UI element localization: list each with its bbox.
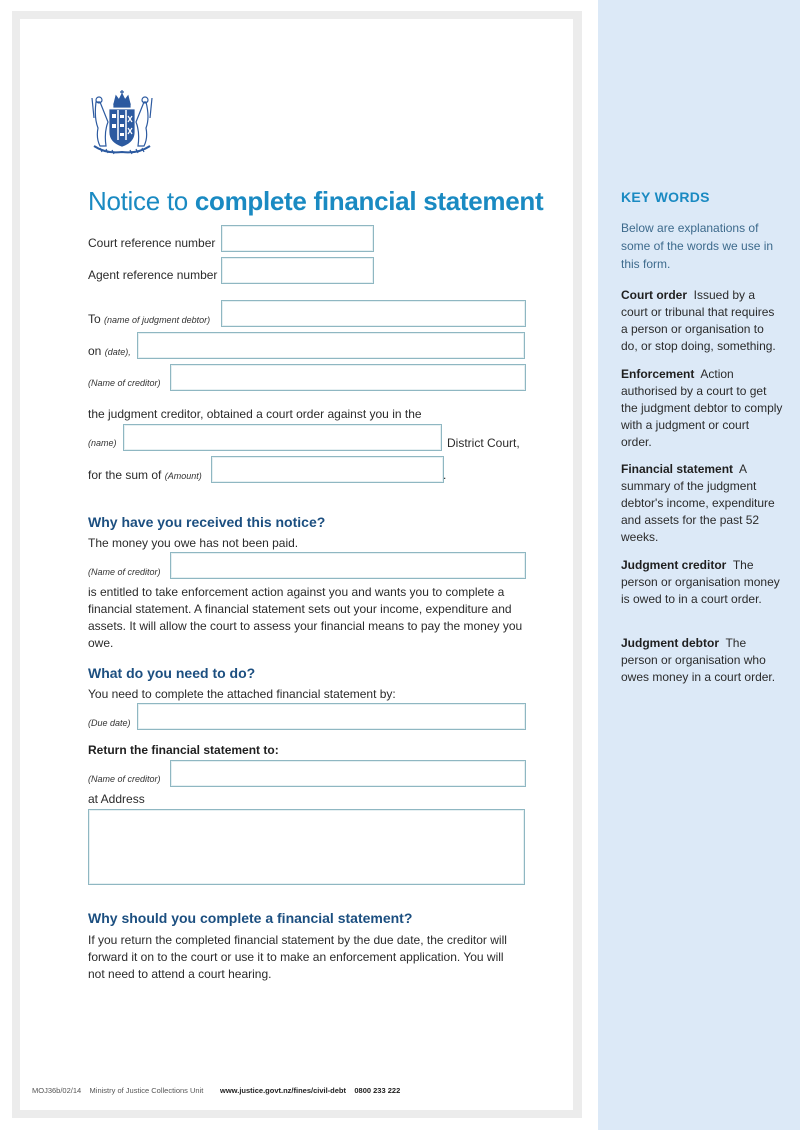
on-date-label: on (date), [88,344,131,358]
term-judgment-creditor: Judgment creditor The person or organisation money is owed to in a court order. [621,558,780,606]
footer [32,1086,400,1095]
return-creditor-field[interactable] [170,760,526,787]
creditor-name-field[interactable] [170,364,526,391]
date-field[interactable] [137,332,525,359]
to-label: To (name of judgment debtor) [88,312,211,326]
form-code: MOJ36b/02/14 [32,1086,82,1095]
enforcement-explanation: is entitled to take enforcement action against you and wants you to complete a financial statement. A financial statement sets out your income, expenditure and assets. It will allow the court to assess your financial means to pay the money you owe. [88,585,523,650]
sum-label: for the sum of (Amount) [88,468,202,482]
date-hint: (date), [104,347,131,357]
address-label: at Address [88,792,145,806]
due-date-field[interactable] [137,703,526,730]
key-words-title: KEY WORDS [621,189,710,205]
return-to-label: Return the financial statement to: [88,743,279,757]
district-court-label: District Court, [447,436,520,450]
judgment-text: the judgment creditor, obtained a court order against you in the [88,407,422,421]
key-words-intro: Below are explanations of some of the words we use in this form. [621,221,774,271]
creditor-hint-3: (Name of creditor) [88,774,161,784]
amount-field[interactable] [211,456,447,483]
court-reference-label: Court reference number [88,236,216,250]
term-court-order: Court order Issued by a court or tribunal that requires a person or organisation to do, or stop doing, something. [621,288,776,353]
page-title: Notice to complete financial statement [88,186,544,216]
court-name-field[interactable] [123,424,442,451]
term-judgment-debtor: Judgment debtor The person or organisation who owes money in a court order. [621,636,776,684]
website-link[interactable]: www.justice.govt.nz/fines/civil-debt [220,1086,347,1095]
to-hint: (name of judgment debtor) [104,315,211,325]
address-field[interactable] [88,809,525,885]
creditor-hint: (Name of creditor) [88,378,161,388]
creditor-hint-2: (Name of creditor) [88,567,161,577]
money-not-paid-text: The money you owe has not been paid. [88,536,299,550]
term-financial-statement: Financial statement A summary of the judgment debtor's income, expenditure and assets for the past 52 weeks. [621,462,775,544]
court-reference-field[interactable] [221,225,374,252]
heading-why-complete: Why should you complete a financial statement? [88,910,413,926]
agent-reference-field[interactable] [221,257,374,284]
court-name-hint: (name) [88,438,117,448]
creditor-name-field-2[interactable] [170,552,526,579]
amount-hint: (Amount) [164,471,202,481]
agent-reference-label: Agent reference number [88,268,218,282]
why-complete-text: If you return the completed financial statement by the due date, the creditor will forward it on to the court or use it to make an enforcement application. You will not need to attend a court hearing. [88,933,507,981]
due-date-hint: (Due date) [88,718,131,728]
heading-why-received: Why have you received this notice? [88,514,326,530]
sum-period: . [443,468,447,482]
unit-name: Ministry of Justice Collections Unit [89,1086,204,1095]
judgment-debtor-name-field[interactable] [221,300,526,327]
phone-number: 0800 233 222 [354,1086,401,1095]
nz-coat-of-arms-icon [86,88,158,156]
term-enforcement: Enforcement Action authorised by a court to get the judgment debtor to comply with a judgment or court order. [621,367,783,449]
heading-what-to-do: What do you need to do? [88,665,256,681]
complete-by-text: You need to complete the attached financial statement by: [88,687,396,701]
